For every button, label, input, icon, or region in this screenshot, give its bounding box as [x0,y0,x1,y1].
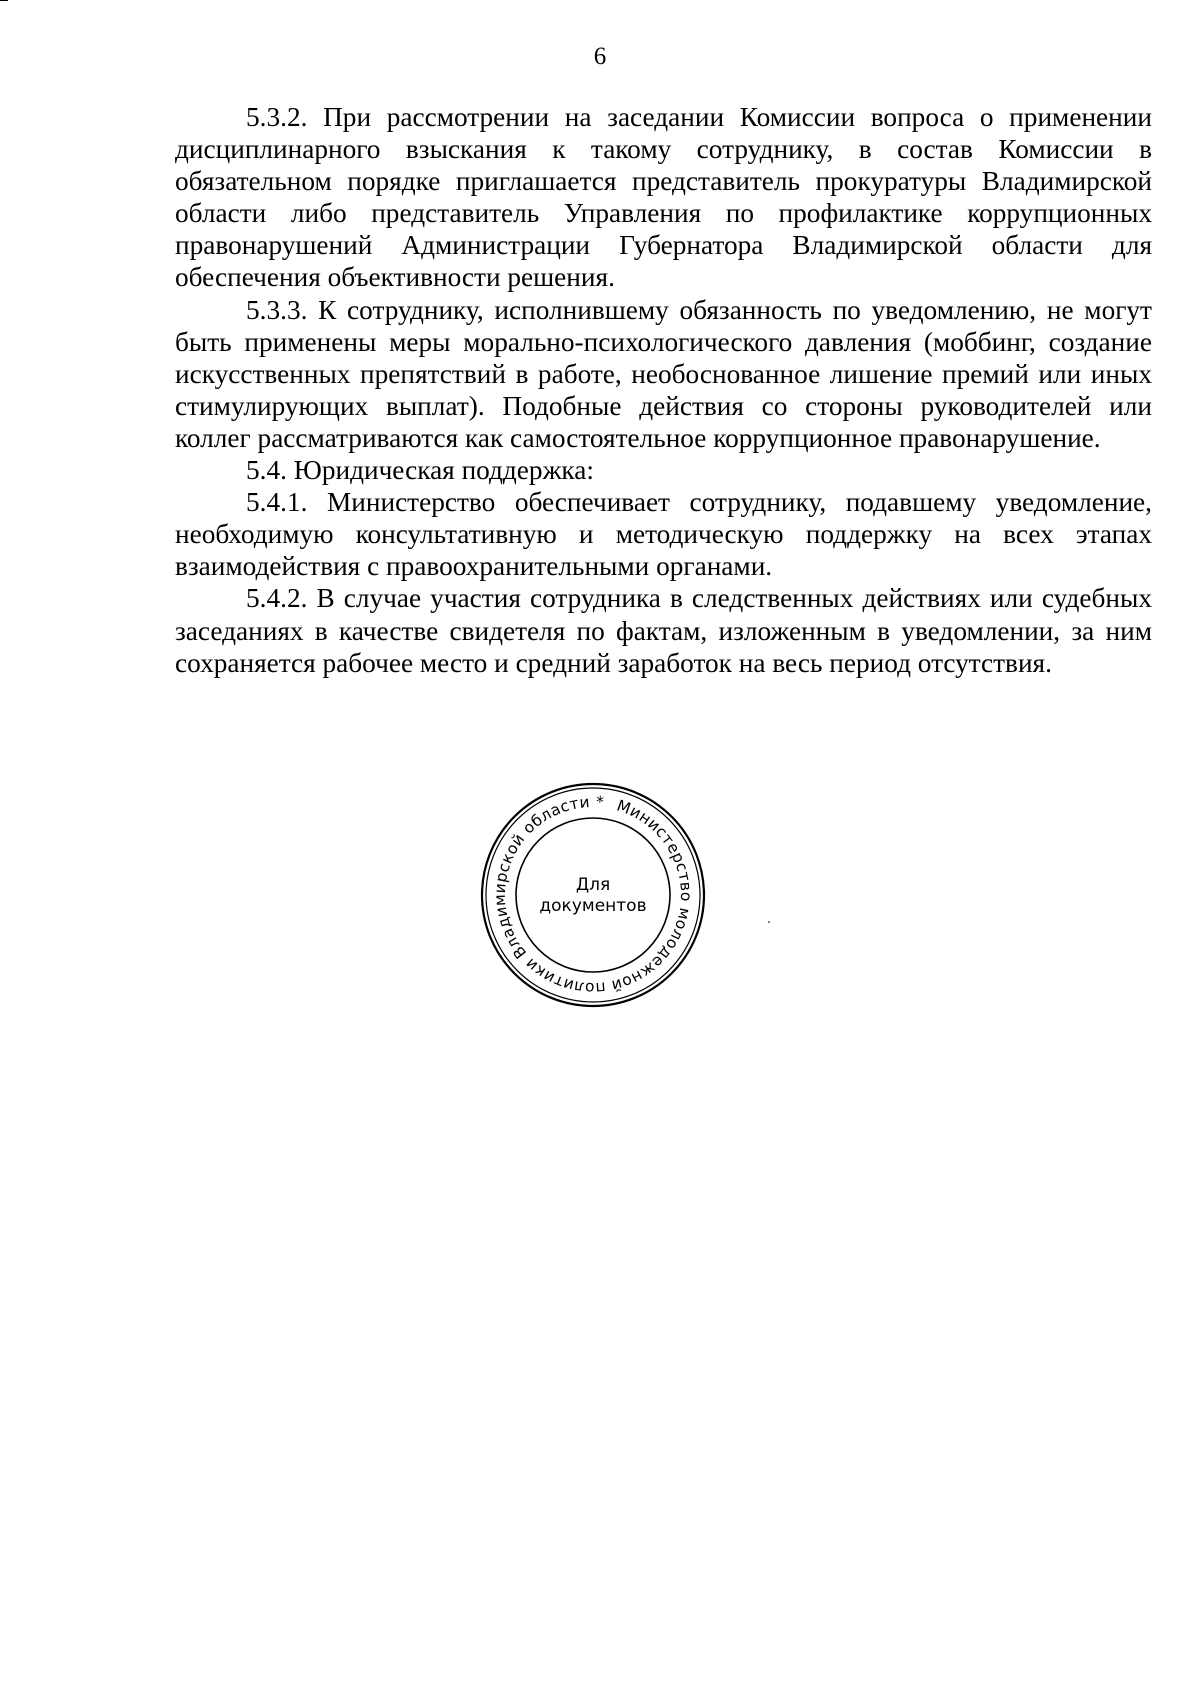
paragraph-5-4: 5.4. Юридическая поддержка: [246,455,594,486]
stamp-outer-ring-inner [486,788,700,1002]
document-body [175,101,1152,679]
official-stamp [478,780,708,1010]
scan-dot-mark [768,921,770,923]
paragraph-5-4-1: 5.4.1. Министерство обеспечивает сотруднику, подавшему уведомление, необходимую консультативную и методическую поддержку на всех этапах взаимодействия с правоохранительными органами. [175,487,1152,582]
scan-edge-mark [0,0,8,4]
stamp-ring-text-path: Министерство молодежной политики Владимирской области * [490,792,696,998]
paragraph-5-4-2: 5.4.2. В случае участия сотрудника в следственных действиях или судебных заседаниях в качестве свидетеля по фактам, изложенным в уведомлении, за ним сохраняется рабочее место и средний заработок на весь период отсутствия. [175,583,1152,678]
stamp-center-line-2: документов [539,896,647,916]
stamp-center-line-1: Для [575,875,611,895]
stamp-inner-ring [516,818,670,972]
paragraph-5-3-3: 5.3.3. К сотруднику, исполнившему обязанность по уведомлению, не могут быть применены меры морально-психологического давления (моббинг, создание искусственных препятствий в работе, необоснованное лишение премий или иных стимулирующих выплат). Подобные действия со стороны руководителей или коллег рассматриваются как самостоятельное коррупционное правонарушение. [175,294,1152,453]
page-number: 6 [593,43,607,70]
stamp-seal-icon [478,780,708,1010]
paragraph-5-3-2: 5.3.2. При рассмотрении на заседании Комиссии вопроса о применении дисциплинарного взыскания к такому сотруднику, в состав Комиссии в обязательном порядке приглашается представитель прокуратуры Владимирской области либо представитель Управления по профилактике коррупционных правонарушений Администрации Губернатора Владимирской области для обеспечения объективности решения. [175,102,1152,293]
